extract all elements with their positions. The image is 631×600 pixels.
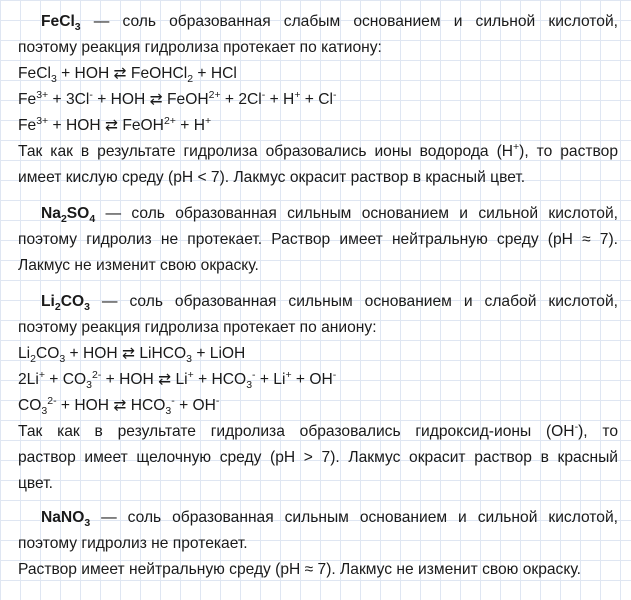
na2so4-description-line2: поэтому гидролиз не протекает. Раствор имеет нейтральную среду (pH ≈ 7). bbox=[18, 231, 618, 248]
fecl3-compound: FeCl$_3$ bbox=[41, 13, 81, 33]
section-na2so4 bbox=[18, 201, 618, 279]
section-nano3 bbox=[18, 505, 618, 583]
nano3-compound: NaNO$_3$ bbox=[41, 509, 91, 529]
fecl3-equation-3: $Fe^{3+}$ + HOH ⇄ FeOH$^{2+}$ + H+ bbox=[18, 115, 212, 134]
fecl3-conclusion-line2: имеет кислую среду (pH < 7). Лакмус окрасит раствор в красный цвет. bbox=[18, 169, 526, 186]
li2co3-description-line2: поэтому реакция гидролиза протекает по аниону: bbox=[18, 319, 377, 336]
li2co3-description-line1: $Li_2CO_3$ — соль образованная сильным основанием и слабой кислотой, bbox=[41, 293, 618, 313]
li2co3-equation-1: $Li_2CO_3$ + HOH ⇄ LiHCO$_3$ + LiOH bbox=[18, 345, 246, 365]
fecl3-description-line1: FeCl$_3$ — соль образованная слабым основанием и сильной кислотой, bbox=[41, 13, 618, 33]
li2co3-conclusion-line1: Так как в результате гидролиза образовались гидроксид-ионы (OH-), то bbox=[18, 421, 618, 440]
na2so4-description-line3: Лакмус не изменит свою окраску. bbox=[18, 257, 259, 274]
fecl3-equation-2: $Fe^{3+} + 3Cl^-$ + HOH ⇄ FeOH$^{2+}$ + 2Cl- + H+ + Cl- bbox=[18, 89, 337, 108]
fecl3-conclusion-line1: Так как в результате гидролиза образовались ионы водорода (H+), то раствор bbox=[18, 141, 618, 160]
na2so4-compound: $Na_2SO_4$ bbox=[41, 205, 96, 225]
li2co3-conclusion-line2: раствор имеет щелочную среду (pH > 7). Лакмус окрасит раствор в красный bbox=[18, 449, 618, 466]
li2co3-equation-2: $2Li^+ + CO_3^{2-}$ + HOH ⇄ $Li^+ + HCO_3^- + Li^+ + OH^-$ bbox=[18, 369, 337, 391]
li2co3-conclusion-line3: цвет. bbox=[18, 475, 53, 492]
section-fecl3 bbox=[18, 9, 618, 191]
section-li2co3 bbox=[18, 289, 618, 497]
nano3-conclusion-line1: Раствор имеет нейтральную среду (pH ≈ 7). Лакмус не изменит свою окраску. bbox=[18, 561, 581, 578]
na2so4-description-line1: $Na_2SO_4$ — соль образованная сильным основанием и сильной кислотой, bbox=[41, 205, 618, 225]
fecl3-equation-1: FeCl$_3$ + HOH ⇄ FeOHCl$_2$ + HCl bbox=[18, 65, 237, 85]
nano3-description-line1: NaNO$_3$ — соль образованная сильным основанием и сильной кислотой, bbox=[41, 509, 618, 529]
li2co3-equation-3: $CO_3^{2-}$ + HOH ⇄ $HCO_3^- + OH^-$ bbox=[18, 395, 220, 417]
li2co3-compound: $Li_2CO_3$ bbox=[41, 293, 90, 313]
fecl3-description-line2: поэтому реакция гидролиза протекает по катиону: bbox=[18, 39, 382, 56]
nano3-description-line2: поэтому гидролиз не протекает. bbox=[18, 535, 248, 552]
